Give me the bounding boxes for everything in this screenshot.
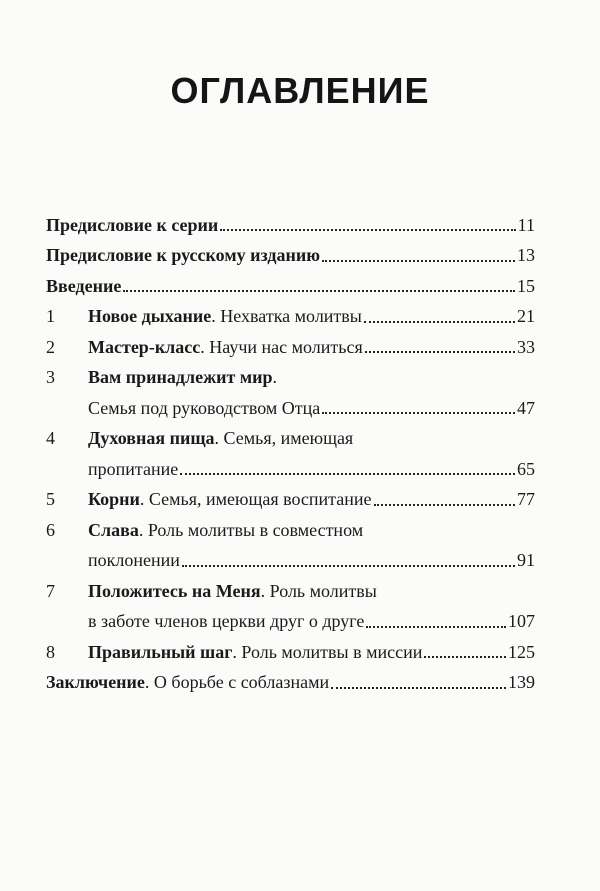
entry-title: Введение (46, 275, 122, 296)
dot-leader (182, 565, 515, 567)
dot-leader (322, 260, 515, 262)
toc-entry-chapter-5[interactable] (46, 485, 535, 516)
entry-title: Предисловие к серии (46, 214, 219, 235)
toc-entry-introduction[interactable] (46, 271, 535, 302)
chapter-subtitle: . Роль молитвы (260, 580, 377, 601)
page-title: ОГЛАВЛЕНИЕ (170, 70, 430, 111)
chapter-title: Новое дыхание (88, 306, 212, 327)
page-number: 13 (517, 245, 535, 266)
chapter-title: Положитесь на Меня (88, 580, 261, 601)
chapter-title: Правильный шаг (88, 641, 233, 662)
dot-leader (424, 656, 506, 658)
dot-leader (322, 412, 515, 414)
page-number: 15 (517, 275, 535, 296)
chapter-subtitle-continued: поклонении (88, 550, 180, 571)
chapter-number: 7 (46, 580, 55, 601)
dot-leader (331, 687, 506, 689)
page-number: 65 (517, 458, 535, 479)
dot-leader (364, 321, 515, 323)
page-number: 107 (508, 611, 535, 632)
table-of-contents (46, 210, 535, 698)
chapter-title: Корни (88, 489, 140, 510)
chapter-subtitle: . Роль молитвы в миссии (232, 641, 423, 662)
page-number: 33 (517, 336, 535, 357)
page-number: 47 (517, 397, 535, 418)
chapter-subtitle: . Роль молитвы в совместном (138, 519, 364, 540)
chapter-subtitle: . (272, 367, 277, 388)
entry-title: Предисловие к русскому изданию (46, 245, 320, 266)
dot-leader (374, 504, 515, 506)
toc-entry-chapter-3[interactable] (46, 363, 535, 394)
chapter-number: 2 (46, 336, 55, 357)
page-number: 21 (517, 306, 535, 327)
toc-entry-chapter-7[interactable] (46, 576, 535, 607)
chapter-subtitle-continued: пропитание (88, 458, 179, 479)
chapter-title: Вам принадлежит мир (88, 367, 273, 388)
toc-entry-chapter-6[interactable] (46, 515, 535, 546)
chapter-subtitle: . Нехватка молитвы (211, 306, 362, 327)
chapter-number: 5 (46, 489, 55, 510)
toc-entry-chapter-3-continued[interactable] (46, 393, 535, 424)
toc-entry-chapter-7-continued[interactable] (46, 607, 535, 638)
page-number: 91 (517, 550, 535, 571)
dot-leader (123, 290, 515, 292)
chapter-number: 6 (46, 519, 55, 540)
chapter-title: Духовная пища (88, 428, 215, 449)
chapter-subtitle-continued: Семья под руководством Отца (88, 397, 321, 418)
chapter-number: 8 (46, 641, 55, 662)
page-number: 77 (517, 489, 535, 510)
entry-subtitle: . О борьбе с соблазнами (144, 672, 330, 693)
toc-entry-chapter-8[interactable] (46, 637, 535, 668)
toc-entry-chapter-4[interactable] (46, 424, 535, 455)
dot-leader (180, 473, 515, 475)
toc-entry-conclusion[interactable] (46, 668, 535, 699)
chapter-subtitle-continued: в заботе членов церкви друг о друге (88, 611, 365, 632)
chapter-title: Слава (88, 519, 139, 540)
entry-title: Заключение (46, 672, 145, 693)
page-number: 11 (517, 214, 535, 235)
chapter-subtitle: . Семья, имеющая (214, 428, 354, 449)
page-number: 125 (508, 641, 535, 662)
toc-entry-chapter-2[interactable] (46, 332, 535, 363)
dot-leader (365, 351, 515, 353)
chapter-subtitle: . Семья, имеющая воспитание (139, 489, 372, 510)
page-number: 139 (508, 672, 535, 693)
dot-leader (220, 229, 515, 231)
chapter-number: 4 (46, 428, 55, 449)
chapter-subtitle: . Научи нас молиться (200, 336, 363, 357)
chapter-title: Мастер-класс (88, 336, 201, 357)
toc-entry-series-foreword[interactable] (46, 210, 535, 241)
toc-entry-chapter-6-continued[interactable] (46, 546, 535, 577)
toc-entry-chapter-1[interactable] (46, 302, 535, 333)
toc-entry-russian-foreword[interactable] (46, 241, 535, 272)
toc-entry-chapter-4-continued[interactable] (46, 454, 535, 485)
dot-leader (366, 626, 506, 628)
chapter-number: 3 (46, 367, 55, 388)
chapter-number: 1 (46, 306, 55, 327)
